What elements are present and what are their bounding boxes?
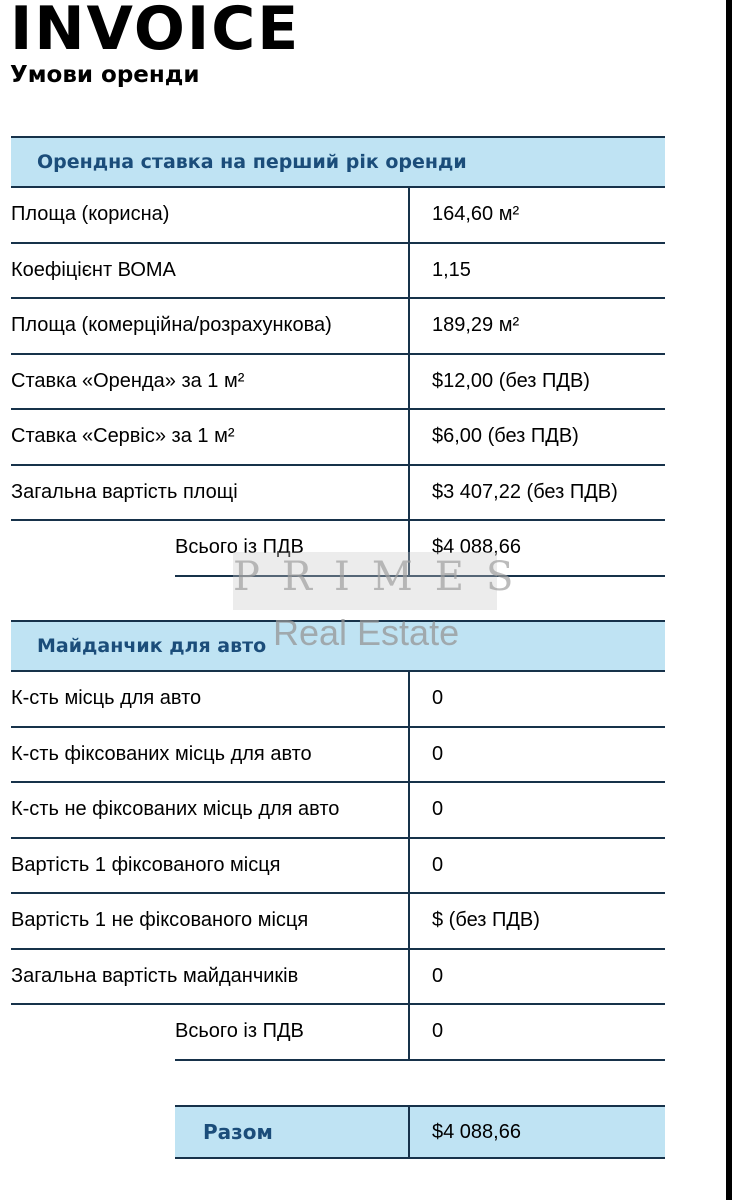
table-row xyxy=(11,894,665,950)
column-divider xyxy=(408,1005,410,1059)
rent-table xyxy=(11,188,665,577)
row-value: 189,29 м² xyxy=(432,314,520,337)
column-divider xyxy=(408,950,410,1004)
row-value: $12,00 (без ПДВ) xyxy=(432,369,590,392)
table-row xyxy=(11,466,665,522)
row-value: 0 xyxy=(432,742,444,765)
table-row xyxy=(11,839,665,895)
table-row xyxy=(11,728,665,784)
row-label: К-сть не фіксованих місць для авто xyxy=(11,798,340,821)
grand-total-value: $4 088,66 xyxy=(432,1120,521,1143)
column-divider xyxy=(408,299,410,353)
rent-section-header: Орендна ставка на перший рік оренди xyxy=(11,136,665,188)
page-edge xyxy=(726,0,732,1200)
total-label: Всього із ПДВ xyxy=(175,1020,304,1043)
column-divider xyxy=(408,466,410,520)
row-value: $3 407,22 (без ПДВ) xyxy=(432,480,618,503)
row-value: 0 xyxy=(432,853,444,876)
row-value: 0 xyxy=(432,798,444,821)
row-value: $6,00 (без ПДВ) xyxy=(432,425,579,448)
parking-table xyxy=(11,672,665,1061)
row-label: К-сть місць для авто xyxy=(11,687,202,710)
watermark-subtitle: Real Estate xyxy=(273,612,460,653)
row-label: Вартість 1 не фіксованого місця xyxy=(11,909,309,932)
column-divider xyxy=(408,894,410,948)
row-value: 0 xyxy=(432,964,444,987)
total-value: 0 xyxy=(432,1020,444,1043)
table-row xyxy=(11,950,665,1006)
column-divider xyxy=(408,783,410,837)
column-divider xyxy=(408,355,410,409)
row-value: 1,15 xyxy=(432,258,471,281)
column-divider xyxy=(408,839,410,893)
table-row xyxy=(11,672,665,728)
column-divider xyxy=(408,521,410,575)
row-value: 0 xyxy=(432,687,444,710)
grand-total-label: Разом xyxy=(203,1120,273,1144)
table-row xyxy=(11,410,665,466)
table-row xyxy=(11,355,665,411)
column-divider xyxy=(408,672,410,726)
table-row xyxy=(11,299,665,355)
column-divider xyxy=(408,728,410,782)
watermark-brand: PRIMES xyxy=(233,554,536,600)
column-divider xyxy=(408,410,410,464)
total-value: $4 088,66 xyxy=(432,536,521,559)
column-divider xyxy=(408,1107,410,1157)
row-label: Загальна вартість площі xyxy=(11,480,238,503)
row-label: К-сть фіксованих місць для авто xyxy=(11,742,312,765)
row-label: Ставка «Оренда» за 1 м² xyxy=(11,369,245,392)
column-divider xyxy=(408,244,410,298)
row-value: $ (без ПДВ) xyxy=(432,909,540,932)
parking-section-header: Майданчик для авто xyxy=(11,620,665,672)
row-label: Коефіцієнт ВОМА xyxy=(11,258,176,281)
invoice-subtitle: Умови оренди xyxy=(10,62,200,88)
row-label: Площа (корисна) xyxy=(11,203,170,226)
row-value: 164,60 м² xyxy=(432,203,520,226)
grand-total-row xyxy=(175,1105,665,1159)
row-label: Вартість 1 фіксованого місця xyxy=(11,853,281,876)
parking-total-row xyxy=(175,1005,665,1061)
invoice-title: INVOICE xyxy=(10,0,301,64)
table-row xyxy=(11,783,665,839)
table-row xyxy=(11,244,665,300)
column-divider xyxy=(408,188,410,242)
total-label: Всього із ПДВ xyxy=(175,536,304,559)
rent-total-row xyxy=(175,521,665,577)
row-label: Загальна вартість майданчиків xyxy=(11,964,299,987)
row-label: Ставка «Сервіс» за 1 м² xyxy=(11,425,235,448)
row-label: Площа (комерційна/розрахункова) xyxy=(11,314,332,337)
table-row xyxy=(11,188,665,244)
